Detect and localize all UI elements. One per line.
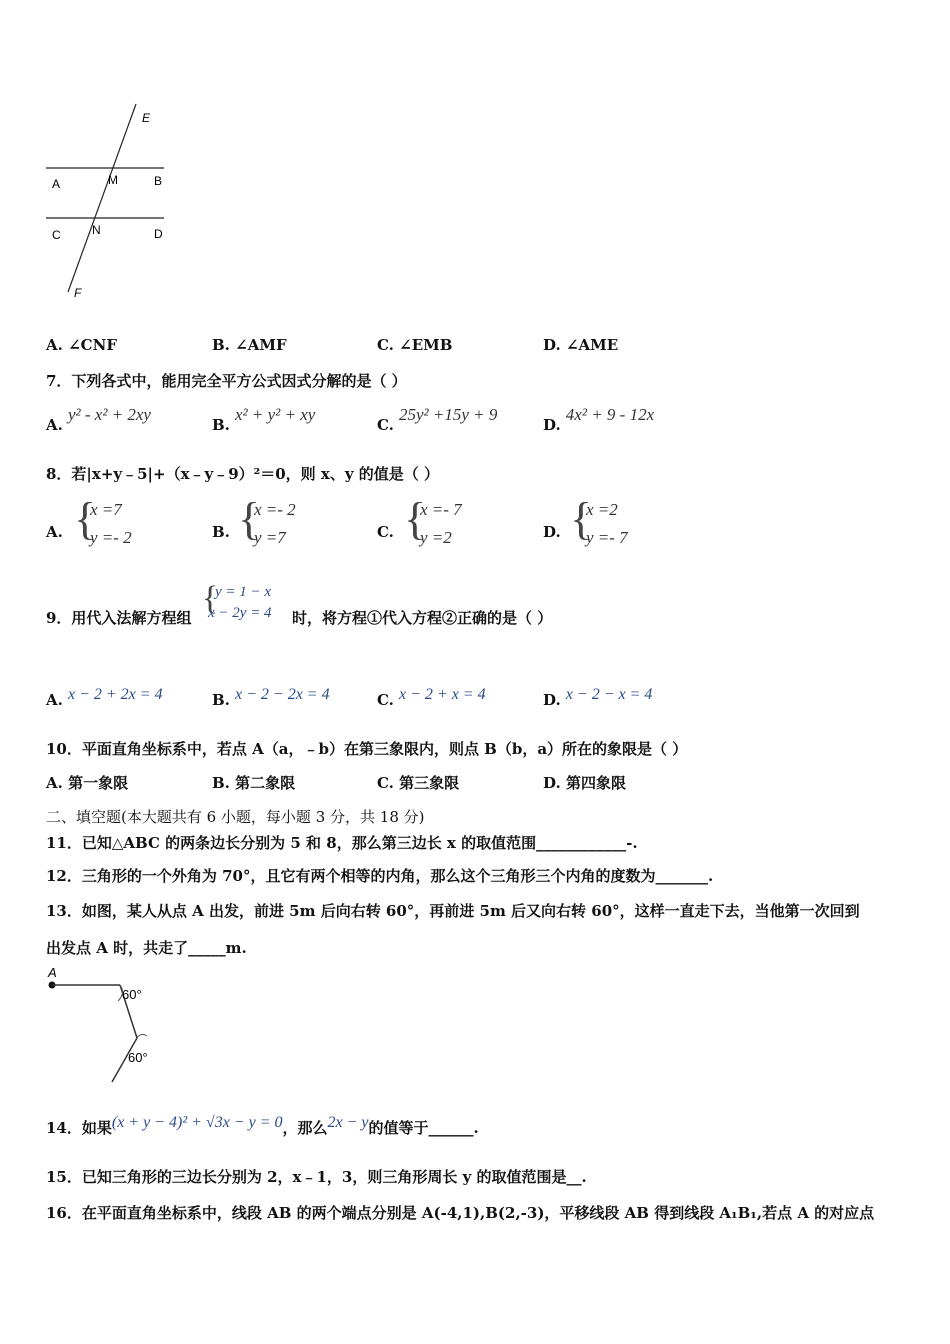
q10-option-d: D. 第四象限 — [543, 774, 626, 792]
q15: 15．已知三角形的三边长分别为 2，x﹣1，3，则三角形周长 y 的取值范围是__. — [46, 1168, 587, 1186]
label-E: E — [142, 111, 151, 125]
q9-eq1: y = 1 − x — [215, 584, 272, 600]
q9-stem-post: 时，将方程①代入方程②正确的是（ ） — [292, 609, 553, 627]
q9-eq2: x − 2y = 4 — [208, 605, 272, 621]
q10-option-b: B. 第二象限 — [212, 774, 296, 792]
q10-stem: 10．平面直角坐标系中，若点 A（a，﹣b）在第三象限内，则点 B（b，a）所在的象限是（ ） — [46, 740, 688, 758]
label-A: A — [52, 177, 61, 191]
q9-stem-pre: 9．用代入法解方程组 — [46, 609, 192, 627]
q9-option-a: A. x − 2 + 2x = 4 — [46, 686, 163, 709]
walk-path-figure — [40, 965, 170, 1090]
q12: 12．三角形的一个外角为 70°，且它有两个相等的内角，那么这个三角形三个内角的度数为_______. — [46, 867, 714, 885]
q7-stem: 7．下列各式中，能用完全平方公式因式分解的是（ ） — [46, 372, 407, 390]
q14: 14．如果(x + y − 4)² + √3x − y = 0，那么2x − y的值等于______. — [46, 1114, 479, 1137]
label-B: B — [154, 174, 163, 188]
q13-line2: 出发点 A 时，共走了_____m. — [46, 939, 247, 957]
label-C: C — [52, 228, 61, 242]
q8-stem: 8．若|x+y﹣5|+（x﹣y﹣9）²＝0，则 x、y 的值是（ ） — [46, 465, 440, 483]
parallel-lines-figure — [40, 100, 180, 305]
q9-option-d: D. x − 2 − x = 4 — [543, 686, 653, 709]
q7-option-a: A. y² - x² + 2xy — [46, 405, 151, 434]
walk-label-A: A — [48, 965, 57, 980]
q7-option-d: D. 4x² + 9 - 12x — [543, 405, 655, 434]
walk-angle-2: 60° — [128, 1050, 148, 1065]
q10-option-a: A. 第一象限 — [46, 774, 129, 792]
q16: 16．在平面直角坐标系中，线段 AB 的两个端点分别是 A(-4,1),B(2,-3)，平移线段 AB 得到线段 A₁B₁,若点 A 的对应点 — [46, 1204, 875, 1222]
label-M: M — [108, 173, 118, 187]
q9-option-b: B. x − 2 − 2x = 4 — [212, 686, 330, 709]
label-D: D — [154, 227, 163, 241]
section-2-heading: 二、填空题(本大题共有 6 小题，每小题 3 分，共 18 分) — [46, 808, 425, 826]
q13-line1: 13．如图，某人从点 A 出发，前进 5m 后向右转 60°，再前进 5m 后又向右转 60°，这样一直走下去，当他第一次回到 — [46, 902, 860, 920]
label-N: N — [92, 223, 101, 237]
q7-option-c: C. 25y² +15y + 9 — [377, 405, 498, 434]
q6-option-c: C. ∠EMB — [377, 336, 453, 354]
q9-option-c: C. x − 2 + x = 4 — [377, 686, 486, 709]
q6-option-b: B. ∠AMF — [212, 336, 287, 354]
q6-option-a: A. ∠CNF — [46, 336, 117, 354]
walk-angle-1: 60° — [122, 987, 142, 1002]
q9-system-brace: { — [202, 580, 219, 617]
q7-option-b: B. x² + y² + xy — [212, 405, 316, 434]
q10-option-c: C. 第三象限 — [377, 774, 460, 792]
q6-option-d: D. ∠AME — [543, 336, 619, 354]
q11: 11．已知△ABC 的两条边长分别为 5 和 8，那么第三边长 x 的取值范围____________-. — [46, 834, 638, 852]
label-F: F — [74, 286, 82, 300]
